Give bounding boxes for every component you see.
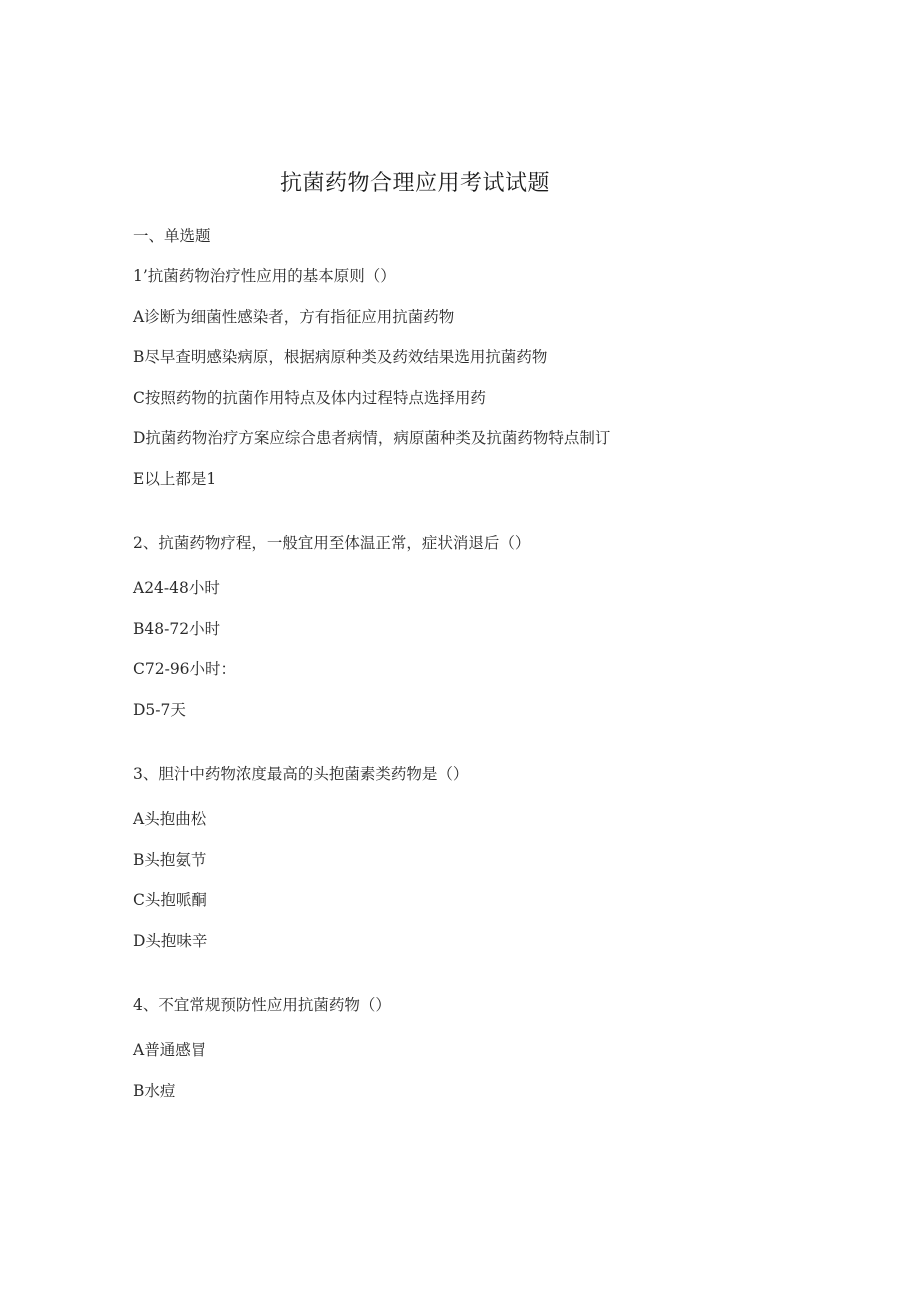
question-1-option-e: E以上都是1 [133, 470, 217, 488]
question-1-option-d: D抗菌药物治疗方案应综合患者病情，病原菌种类及抗菌药物特点制订 [133, 429, 611, 447]
question-4-option-a: A普通感冒 [133, 1041, 207, 1059]
question-4-option-b: B水痘 [133, 1082, 176, 1100]
question-3-option-a: A头抱曲松 [133, 810, 207, 828]
question-3-stem: 3、胆汁中药物浓度最高的头抱菌素类药物是（） [133, 765, 469, 783]
question-2-option-c: C72-96小时： [133, 660, 237, 678]
question-1-stem: 1’抗菌药物治疗性应用的基本原则（） [133, 267, 396, 285]
question-2-option-b: B48-72小时 [133, 620, 221, 638]
question-4-stem: 4、不宜常规预防性应用抗菌药物（） [133, 996, 391, 1014]
document-title: 抗菌药物合理应用考试试题 [279, 171, 550, 196]
question-2-option-d: D5-7天 [133, 701, 186, 719]
question-1-option-b: B尽早查明感染病原，根据病原种类及药效结果选用抗菌药物 [133, 348, 548, 366]
question-3-option-d: D头抱味辛 [133, 932, 208, 950]
question-2-stem: 2、抗菌药物疗程，一般宜用至体温正常，症状消退后（） [133, 534, 531, 552]
question-1-option-c: C按照药物的抗菌作用特点及体内过程特点选择用药 [133, 389, 486, 407]
question-3-option-c: C头抱哌酮 [133, 891, 207, 909]
question-1-option-a: A诊断为细菌性感染者，方有指征应用抗菌药物 [133, 308, 455, 326]
question-2-option-a: A24-48小时 [133, 579, 220, 597]
section-heading: 一、单选题 [133, 227, 211, 245]
question-3-option-b: B头抱氨节 [133, 851, 207, 869]
